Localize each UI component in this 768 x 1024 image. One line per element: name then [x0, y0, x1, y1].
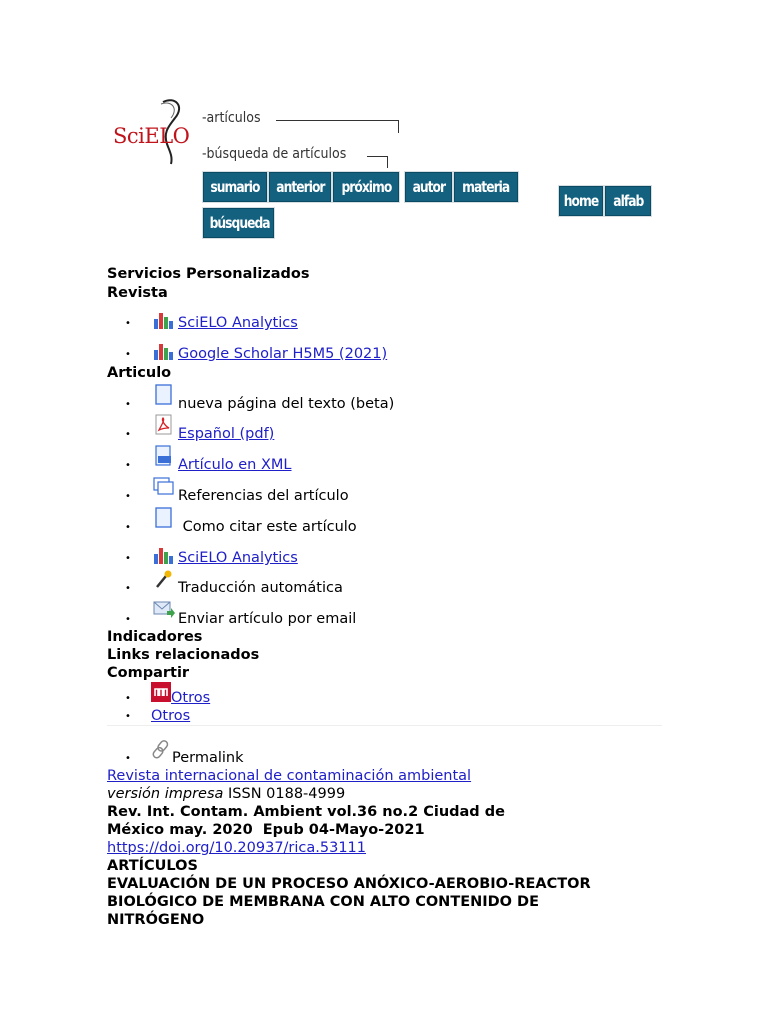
section-label: ARTÍCULOS: [107, 858, 198, 874]
nav-busqueda-button[interactable]: búsqueda: [202, 207, 275, 239]
document-icon: [153, 384, 175, 406]
issn-value: ISSN 0188-4999: [223, 786, 346, 802]
article-title-line-3: NITRÓGENO: [107, 912, 205, 928]
pdf-icon: [153, 414, 175, 436]
services-title: Servicios Personalizados: [107, 266, 310, 282]
list-item: • Otros: [125, 708, 191, 724]
nav-materia-button[interactable]: materia: [453, 171, 519, 203]
nav-home-button[interactable]: home: [558, 185, 604, 217]
list-item: • nueva página del texto (beta): [125, 396, 133, 412]
list-item: • SciELO Analytics: [125, 315, 133, 331]
new-text-page-label[interactable]: nueva página del texto (beta): [178, 396, 395, 412]
link-icon: [150, 738, 172, 760]
chart-icon: [153, 542, 175, 564]
share-icon: [151, 682, 171, 702]
nav-proximo-button[interactable]: próximo: [332, 171, 400, 203]
nav-alfab-button[interactable]: alfab: [604, 185, 652, 217]
permalink-label[interactable]: Permalink: [172, 750, 244, 766]
articulo-heading: Articulo: [107, 365, 172, 381]
version-label: versión impresa: [107, 786, 224, 802]
chart-icon: [153, 307, 175, 329]
list-item: • Español (pdf): [125, 426, 133, 442]
article-title-line-1: EVALUACIÓN DE UN PROCESO ANÓXICO-AEROBIO-REACTOR: [107, 876, 591, 892]
article-search-link[interactable]: -búsqueda de artículos: [202, 146, 347, 162]
nav-autor-button[interactable]: autor: [404, 171, 453, 203]
citation-icon: [153, 507, 175, 529]
list-item: • Enviar artículo por email: [125, 611, 133, 627]
citation-line-1: Rev. Int. Contam. Ambient vol.36 no.2 Ciudad de: [107, 804, 505, 820]
scielo-logo[interactable]: [113, 98, 195, 170]
how-to-cite-label[interactable]: Como citar este artículo: [178, 519, 357, 535]
list-item: • Permalink: [125, 750, 133, 766]
logo-text: SciELO: [113, 124, 190, 148]
list-item: • Como citar este artículo: [125, 519, 133, 535]
articles-link[interactable]: -artículos: [202, 110, 261, 126]
article-title-line-2: BIOLÓGICO DE MEMBRANA CON ALTO CONTENIDO DE: [107, 894, 539, 910]
share-otros-link-2[interactable]: Otros: [151, 708, 191, 724]
scielo-analytics-article-link[interactable]: SciELO Analytics: [178, 550, 298, 566]
xml-icon: [153, 445, 175, 467]
email-article-label[interactable]: Enviar artículo por email: [178, 611, 357, 627]
journal-link[interactable]: Revista internacional de contaminación ambiental: [107, 768, 472, 784]
nav-sumario-button[interactable]: sumario: [202, 171, 268, 203]
indicadores-heading[interactable]: Indicadores: [107, 629, 203, 645]
divider: [107, 725, 662, 726]
list-item: • Traducción automática: [125, 580, 133, 596]
translate-icon: [153, 568, 175, 590]
scielo-analytics-link[interactable]: SciELO Analytics: [178, 315, 298, 331]
references-icon: [153, 476, 175, 498]
chart-icon: [153, 338, 175, 360]
list-item: • Artículo en XML: [125, 457, 133, 473]
list-item: • SciELO Analytics: [125, 550, 133, 566]
nav-anterior-button[interactable]: anterior: [268, 171, 332, 203]
email-icon: [153, 599, 175, 621]
compartir-heading: Compartir: [107, 665, 190, 681]
citation-line-2: México may. 2020 Epub 04-Mayo-2021: [107, 822, 425, 838]
revista-heading: Revista: [107, 285, 168, 301]
list-item: • Google Scholar H5M5 (2021): [125, 346, 133, 362]
share-otros-link[interactable]: Otros: [171, 690, 211, 706]
issn-line: [107, 786, 345, 802]
google-scholar-link[interactable]: Google Scholar H5M5 (2021): [178, 346, 388, 362]
list-item: • Otros: [125, 690, 133, 706]
auto-translate-label[interactable]: Traducción automática: [178, 580, 343, 596]
xml-article-link[interactable]: Artículo en XML: [178, 457, 292, 473]
list-item: • Referencias del artículo: [125, 488, 133, 504]
references-label[interactable]: Referencias del artículo: [178, 488, 349, 504]
doi-link[interactable]: https://doi.org/10.20937/rica.53111: [107, 840, 367, 856]
links-relacionados-heading[interactable]: Links relacionados: [107, 647, 260, 663]
spanish-pdf-link[interactable]: Español (pdf): [178, 426, 275, 442]
